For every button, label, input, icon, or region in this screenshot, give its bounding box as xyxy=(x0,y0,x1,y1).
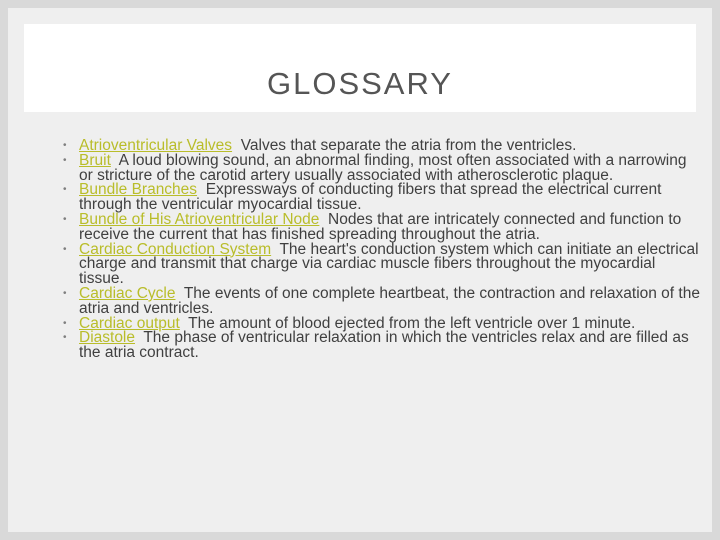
glossary-item xyxy=(63,151,703,184)
bullet-icon: • xyxy=(63,184,67,196)
term-link[interactable]: Diastole xyxy=(79,329,135,347)
bullet-icon: • xyxy=(63,140,67,151)
title-box xyxy=(24,24,696,112)
glossary-item xyxy=(63,284,703,317)
bullet-icon: • xyxy=(63,287,67,299)
term-link[interactable]: Cardiac Conduction System xyxy=(79,240,272,258)
term-definition: Valves that separate the atria from the ventricles. xyxy=(240,137,577,154)
bullet-icon: • xyxy=(63,317,67,329)
term-definition: The amount of blood ejected from the left ventricle over 1 minute. xyxy=(188,314,636,332)
glossary-item xyxy=(63,210,703,243)
term-link[interactable]: Bundle of His Atrioventricular Node xyxy=(79,210,320,228)
bullet-icon: • xyxy=(63,213,67,225)
glossary-list xyxy=(63,139,703,361)
glossary-item xyxy=(63,331,703,361)
term-definition: The heart's conduction system which can initiate an electrical charge and transmit that charge via cardiac muscle fibers throughout the myocardial tissue. xyxy=(79,240,699,288)
term-definition: Nodes that are intricately connected and function to receive the current that has finished spreading throughout the atria. xyxy=(79,210,682,243)
bullet-icon: • xyxy=(63,332,67,344)
bullet-icon: • xyxy=(63,154,67,166)
glossary-item xyxy=(63,240,703,288)
term-definition: A loud blowing sound, an abnormal finding, most often associated with a narrowing or stricture of the carotid artery usually associated with atherosclerotic plaque. xyxy=(79,151,687,184)
term-link[interactable]: Cardiac output xyxy=(79,314,180,332)
term-link[interactable]: Bundle Branches xyxy=(79,181,198,199)
term-definition: The events of one complete heartbeat, the contraction and relaxation of the atria and ventricles. xyxy=(79,284,700,317)
glossary-item xyxy=(63,183,703,213)
term-definition: The phase of ventricular relaxation in which the ventricles relax and are filled as the atria contract. xyxy=(79,329,689,362)
term-definition: Expressways of conducting fibers that spread the electrical current through the ventricular myocardial tissue. xyxy=(79,181,662,214)
term-link[interactable]: Bruit xyxy=(79,151,111,169)
slide xyxy=(8,8,712,532)
slide-title: GLOSSARY xyxy=(266,66,453,101)
term-link[interactable]: Atrioventricular Valves xyxy=(79,137,233,154)
bullet-icon: • xyxy=(63,243,67,255)
term-link[interactable]: Cardiac Cycle xyxy=(79,284,176,302)
